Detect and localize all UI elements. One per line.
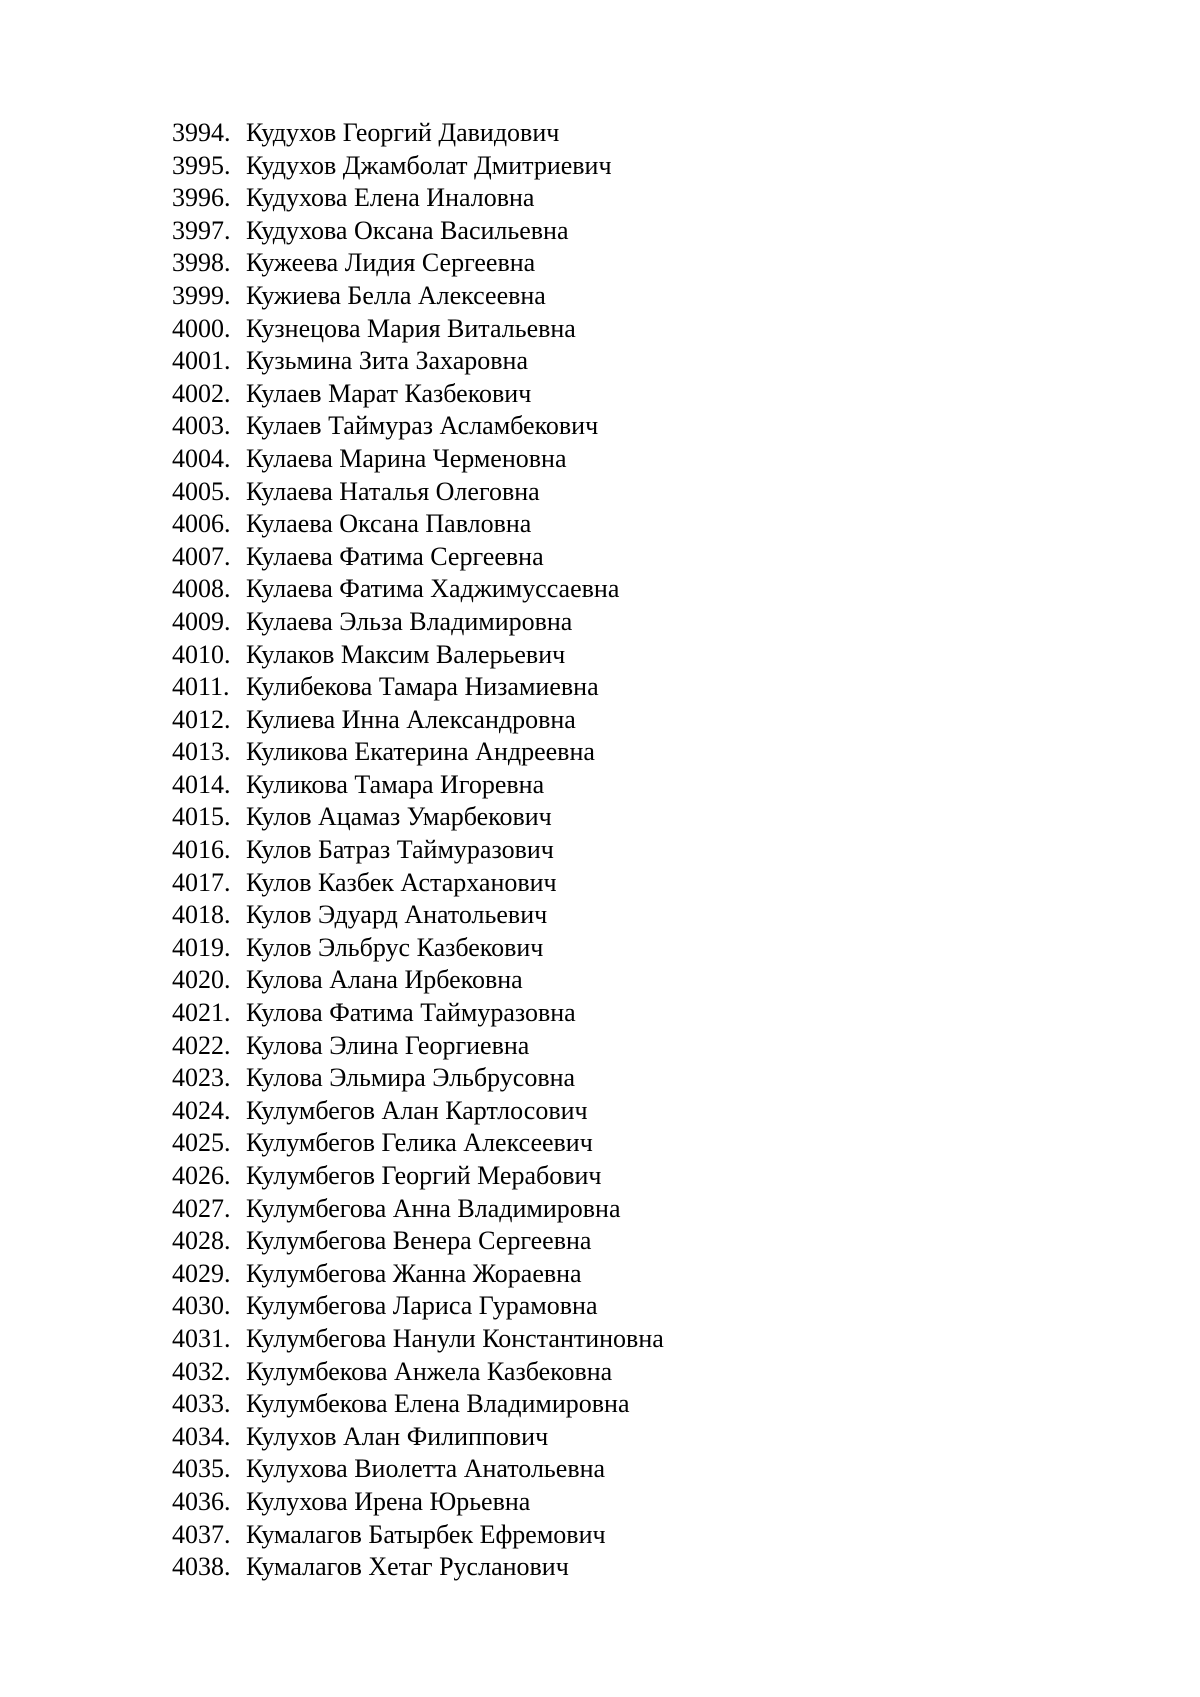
entry-number: 3997.: [172, 215, 231, 245]
list-item: [172, 964, 664, 997]
list-item: [172, 1095, 664, 1128]
entry-number: 4011.: [172, 672, 230, 702]
entry-full-name: Кулумбегов Алан Картлосович: [246, 1095, 588, 1125]
entry-full-name: Кулумбегова Анна Владимировна: [246, 1193, 621, 1223]
list-item: [172, 704, 664, 737]
entry-full-name: Кулухов Алан Филиппович: [246, 1421, 549, 1451]
list-item: [172, 1323, 664, 1356]
list-item: [172, 1356, 664, 1389]
list-item: [172, 736, 664, 769]
entry-full-name: Кужеева Лидия Сергеевна: [246, 248, 536, 278]
entry-number: 4025.: [172, 1128, 231, 1158]
entry-number: 4008.: [172, 574, 231, 604]
list-item: [172, 1030, 664, 1063]
list-item: [172, 606, 664, 639]
list-item: [172, 769, 664, 802]
entry-number: 4021.: [172, 998, 231, 1028]
entry-full-name: Кулаков Максим Валерьевич: [246, 639, 566, 669]
entry-number: 4017.: [172, 867, 231, 897]
entry-number: 4006.: [172, 509, 231, 539]
entry-full-name: Кудухов Джамболат Дмитриевич: [246, 150, 612, 180]
entry-number: 4003.: [172, 411, 231, 441]
entry-full-name: Кулумбегов Георгий Мерабович: [246, 1161, 602, 1190]
entry-number: 4020.: [172, 965, 231, 995]
list-item: [172, 867, 664, 900]
entry-full-name: Кулов Эльбрус Казбекович: [246, 932, 544, 962]
entry-full-name: Кумалагов Хетаг Русланович: [246, 1552, 569, 1582]
entry-full-name: Кузьмина Зита Захаровна: [246, 346, 528, 376]
list-item: [172, 215, 664, 248]
entry-full-name: Кулумбегова Лариса Гурамовна: [246, 1291, 598, 1321]
entry-number: 4033.: [172, 1389, 231, 1419]
list-item: [172, 280, 664, 313]
list-item: [172, 932, 664, 965]
list-item: [172, 639, 664, 672]
entry-full-name: Кулова Алана Ирбековна: [246, 965, 523, 995]
entry-number: 4036.: [172, 1486, 231, 1516]
entry-full-name: Кулаев Таймураз Асламбекович: [246, 411, 599, 441]
list-item: [172, 1225, 664, 1258]
entry-number: 4001.: [172, 346, 231, 376]
entry-full-name: Кулумбекова Анжела Казбековна: [246, 1356, 613, 1386]
list-item: [172, 345, 664, 378]
entry-full-name: Кулов Ацамаз Умарбекович: [246, 802, 552, 832]
list-item: [172, 573, 664, 606]
entry-full-name: Кулаева Оксана Павловна: [246, 509, 532, 539]
entry-number: 4023.: [172, 1063, 231, 1093]
list-item: [172, 1453, 664, 1486]
list-item: [172, 476, 664, 509]
entry-full-name: Кулумбегова Венера Сергеевна: [246, 1226, 592, 1256]
list-item: [172, 1258, 664, 1291]
entry-number: 4027.: [172, 1193, 231, 1223]
entry-full-name: Кулумбегова Нанули Константиновна: [246, 1323, 664, 1353]
entry-number: 3998.: [172, 248, 231, 278]
entry-full-name: Куликова Екатерина Андреевна: [246, 737, 595, 767]
list-item: [172, 1388, 664, 1421]
entry-full-name: Кудухов Георгий Давидович: [246, 118, 560, 147]
list-item: [172, 541, 664, 574]
list-item: [172, 1193, 664, 1226]
name-list: [172, 117, 664, 1584]
entry-full-name: Кумалагов Батырбек Ефремович: [246, 1519, 606, 1549]
list-item: [172, 1551, 664, 1584]
list-item: [172, 508, 664, 541]
entry-number: 4026.: [172, 1161, 231, 1190]
entry-number: 4000.: [172, 313, 231, 343]
list-item: [172, 1127, 664, 1160]
entry-number: 4005.: [172, 476, 231, 506]
entry-full-name: Кулухова Виолетта Анатольевна: [246, 1454, 606, 1484]
entry-full-name: Кулов Батраз Таймуразович: [246, 835, 554, 865]
entry-number: 4024.: [172, 1095, 231, 1125]
list-item: [172, 313, 664, 346]
list-item: [172, 899, 664, 932]
entry-full-name: Кулаева Эльза Владимировна: [246, 606, 573, 636]
entry-number: 4032.: [172, 1356, 231, 1386]
list-item: [172, 117, 664, 150]
entry-full-name: Кулумбегова Жанна Жораевна: [246, 1258, 582, 1288]
entry-number: 4018.: [172, 900, 231, 930]
entry-full-name: Кулаева Наталья Олеговна: [246, 476, 540, 506]
entry-full-name: Кулухова Ирена Юрьевна: [246, 1486, 531, 1516]
entry-full-name: Кулова Элина Георгиевна: [246, 1030, 530, 1060]
list-item: [172, 1290, 664, 1323]
entry-number: 4016.: [172, 835, 231, 865]
entry-full-name: Куликова Тамара Игоревна: [246, 769, 545, 799]
entry-full-name: Кужиева Белла Алексеевна: [246, 280, 546, 310]
entry-full-name: Кудухова Оксана Васильевна: [246, 215, 569, 245]
list-item: [172, 1062, 664, 1095]
entry-number: 4019.: [172, 932, 231, 962]
entry-number: 4031.: [172, 1323, 231, 1353]
entry-number: 4022.: [172, 1030, 231, 1060]
entry-number: 4037.: [172, 1519, 231, 1549]
entry-full-name: Кулов Эдуард Анатольевич: [246, 900, 548, 930]
entry-number: 3995.: [172, 150, 231, 180]
list-item: [172, 834, 664, 867]
list-item: [172, 443, 664, 476]
entry-number: 3994.: [172, 118, 231, 147]
entry-number: 4035.: [172, 1454, 231, 1484]
entry-number: 4029.: [172, 1258, 231, 1288]
entry-full-name: Кулумбегов Гелика Алексеевич: [246, 1128, 593, 1158]
entry-number: 4014.: [172, 769, 231, 799]
entry-full-name: Кулов Казбек Астарханович: [246, 867, 557, 897]
entry-number: 4009.: [172, 606, 231, 636]
list-item: [172, 1160, 664, 1193]
list-item: [172, 378, 664, 411]
list-item: [172, 1486, 664, 1519]
entry-number: 3996.: [172, 183, 231, 213]
entry-full-name: Кулаева Марина Черменовна: [246, 443, 567, 473]
entry-number: 4012.: [172, 704, 231, 734]
entry-number: 3999.: [172, 280, 231, 310]
entry-number: 4010.: [172, 639, 231, 669]
entry-full-name: Кулумбекова Елена Владимировна: [246, 1389, 630, 1419]
list-item: [172, 671, 664, 704]
list-item: [172, 1519, 664, 1552]
entry-full-name: Кулаева Фатима Сергеевна: [246, 541, 544, 571]
list-item: [172, 182, 664, 215]
list-item: [172, 801, 664, 834]
entry-full-name: Кулиева Инна Александровна: [246, 704, 576, 734]
entry-full-name: Кулова Фатима Таймуразовна: [246, 998, 576, 1028]
entry-number: 4013.: [172, 737, 231, 767]
entry-full-name: Кудухова Елена Иналовна: [246, 183, 535, 213]
list-item: [172, 410, 664, 443]
list-item: [172, 1421, 664, 1454]
list-item: [172, 247, 664, 280]
list-item: [172, 150, 664, 183]
entry-full-name: Кулова Эльмира Эльбрусовна: [246, 1063, 576, 1093]
entry-number: 4034.: [172, 1421, 231, 1451]
entry-number: 4007.: [172, 541, 231, 571]
entry-full-name: Кузнецова Мария Витальевна: [246, 313, 576, 343]
list-item: [172, 997, 664, 1030]
entry-number: 4038.: [172, 1552, 231, 1582]
entry-number: 4002.: [172, 378, 231, 408]
entry-number: 4015.: [172, 802, 231, 832]
entry-full-name: Кулаева Фатима Хаджимуссаевна: [246, 574, 620, 604]
entry-number: 4028.: [172, 1226, 231, 1256]
entry-full-name: Кулаев Марат Казбекович: [246, 378, 532, 408]
entry-number: 4030.: [172, 1291, 231, 1321]
entry-full-name: Кулибекова Тамара Низамиевна: [246, 672, 599, 702]
entry-number: 4004.: [172, 443, 231, 473]
